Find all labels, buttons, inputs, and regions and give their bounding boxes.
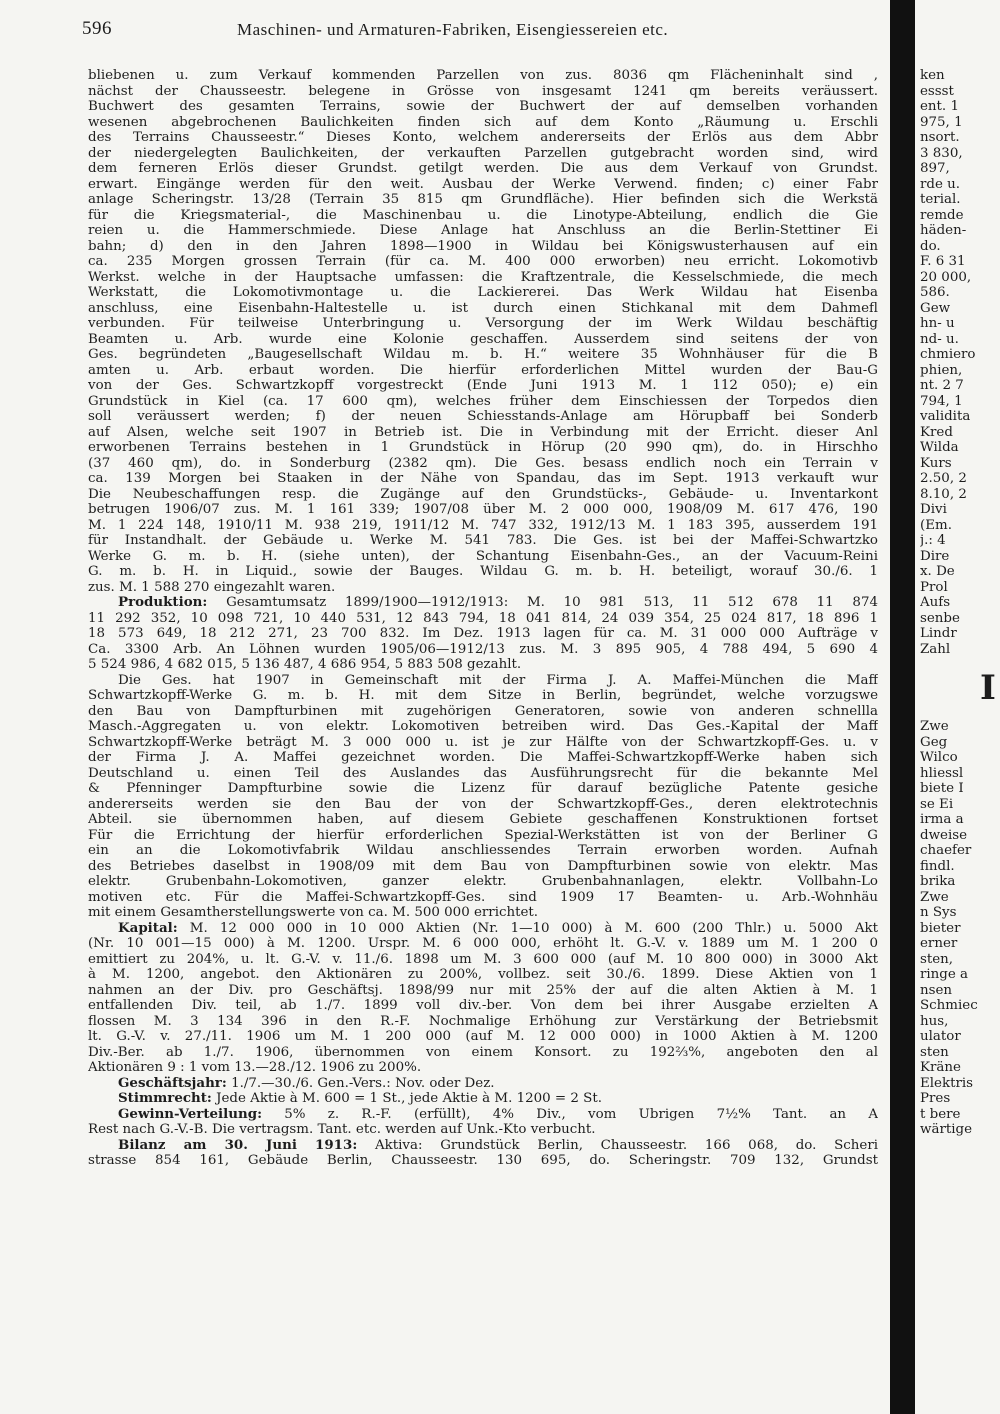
text-line (88, 952, 878, 968)
fragment-line: 8.10, 2 (920, 486, 967, 502)
text-line (88, 797, 878, 813)
line-text: auf Alsen, welche seit 1907 in Betrieb ist. Die in Verbindung mit der Erricht. dieser Anl (88, 424, 878, 440)
text-line (88, 859, 878, 875)
line-text: 5% z. R.-F. (erfüllt), 4% Div., vom Übrigen 7½% Tant. an A (262, 1106, 878, 1122)
line-text: (37 460 qm), do. in Sonderburg (2382 qm). Die Ges. besass endlich noch ein Terrain v (88, 455, 878, 471)
section-heading: Bilanz am 30. Juni 1913: (118, 1137, 358, 1153)
line-text: Gesamtumsatz 1899/1900—1912/1913: M. 10 981 513, 11 512 678 11 874 (207, 595, 878, 610)
fragment-line: biete I (920, 781, 964, 796)
text-line (88, 657, 878, 673)
fragment-line: do. (920, 238, 941, 254)
line-text: Schwartzkopff-Werke G. m. b. H. mit dem Sitze in Berlin, begründet, welche vorzugswe (88, 688, 878, 703)
line-text: mit einem Gesamtherstellungswerte von ca. M. 500 000 errichtet. (88, 905, 539, 920)
text-line (88, 301, 878, 317)
text-line (88, 843, 878, 859)
fragment-line: ringe a (920, 967, 969, 982)
line-text: entfallenden Div. teil, ab 1./7. 1899 voll div.-ber. Von dem bei ihrer Ausgabe erzielten A (88, 998, 878, 1013)
text-line (88, 828, 878, 844)
line-text: Buchwert des gesamten Terrains, sowie der Buchwert der auf demselben vorhanden (88, 99, 878, 114)
text-line (88, 735, 878, 751)
text-line (88, 316, 878, 332)
text-line (88, 254, 878, 270)
text-line (88, 270, 878, 286)
line-text: ca. 235 Morgen grossen Terrain (für ca. M. 400 000 erworben) neu erricht. Lokomotivb (88, 254, 878, 269)
fragment-line: validita (920, 409, 971, 424)
text-line (88, 1014, 878, 1030)
fragment-line: I (980, 668, 996, 708)
page-header (82, 18, 902, 48)
line-text: dem ferneren Erlös dieser Grundst. getilgt werden. Die aus dem Verkauf von Grundst. (88, 161, 878, 176)
fragment-line: nd- u. (920, 331, 959, 347)
text-line (88, 440, 878, 456)
text-line (88, 874, 878, 890)
fragment-line: Schmiec (920, 998, 978, 1013)
line-text: anlage Scheringstr. 13/28 (Terrain 35 815 qm Grundfläche). Hier befinden sich die Werkstä (88, 192, 878, 207)
text-line (88, 1091, 878, 1107)
line-text: motiven etc. Für die Maffei-Schwartzkopff-Ges. sind 1909 17 Beamten- u. Arb.-Wohnhäu (88, 889, 878, 905)
line-text: des Terrains Chausseestr.“ Dieses Konto, welchem andererseits der Erlös aus dem Abbr (88, 130, 878, 145)
text-line (88, 1138, 878, 1154)
line-text: von der Ges. Schwartzkopff vorgestreckt (Ende Juni 1913 M. 1 112 050); e) ein (88, 378, 878, 393)
text-line (88, 378, 878, 394)
line-text: strasse 854 161, Gebäude Berlin, Chausseestr. 130 695, do. Scheringstr. 709 132, Grundst (88, 1153, 878, 1168)
line-text: ein an die Lokomotivfabrik Wildau anschliessendes Terrain erworben worden. Aufnah (88, 843, 878, 858)
text-line (88, 704, 878, 720)
line-text: Ca. 3300 Arb. An Löhnen wurden 1905/06—1912/13 zus. M. 3 895 905, 4 788 494, 5 690 4 (88, 641, 878, 657)
text-line (88, 642, 878, 658)
fragment-line: 2.50, 2 (920, 471, 967, 486)
text-line (88, 1107, 878, 1123)
text-line (88, 781, 878, 797)
text-line (88, 1029, 878, 1045)
text-line (88, 518, 878, 534)
line-text: reien u. die Hammerschmiede. Diese Anlage hat Anschluss an die Berlin-Stettiner Ei (88, 223, 878, 238)
adjacent-page-text-column (920, 68, 1000, 1402)
text-line (88, 84, 878, 100)
text-line (88, 983, 878, 999)
text-line (88, 533, 878, 549)
fragment-line: ulator (920, 1029, 961, 1044)
fragment-line: 794, 1 (920, 393, 963, 409)
text-line (88, 130, 878, 146)
fragment-line: Pres (920, 1091, 951, 1106)
line-text: der Firma J. A. Maffei gezeichnet worden. Die Maffei-Schwartzkopff-Werke haben sich (88, 750, 878, 765)
fragment-line: wärtige (920, 1122, 973, 1137)
line-text: Schwartzkopff-Werke beträgt M. 3 000 000 u. ist je zur Hälfte von der Schwartzkopff-Ges. u. v (88, 734, 878, 750)
fragment-line: findl. (920, 858, 955, 874)
text-line (88, 177, 878, 193)
section-heading: Gewinn-Verteilung: (118, 1106, 263, 1122)
line-text: (Nr. 10 001—15 000) à M. 1200. Urspr. M. 6 000 000, erhöht lt. G.-V. v. 1889 um M. 1 200 0 (88, 936, 878, 951)
fragment-line: Divi (920, 502, 947, 517)
line-text: wesenen abgebrochenen Baulichkeiten finden sich auf dem Konto „Räumung u. Erschli (88, 114, 878, 130)
text-line (88, 146, 878, 162)
line-text: Aktiva: Grundstück Berlin, Chausseestr. 166 068, do. Scheri (357, 1137, 878, 1153)
fragment-line: F. 6 31 (920, 254, 966, 269)
line-text: verbunden. Für teilweise Unterbringung u. Versorgung der im Werk Wildau beschäftig (88, 316, 878, 331)
fragment-line: Wilda (920, 440, 959, 455)
text-line (88, 890, 878, 906)
line-text: Rest nach G.-V.-B. Die vertragsm. Tant. etc. werden auf Unk.-Kto verbucht. (88, 1122, 596, 1137)
fragment-line: 975, 1 (920, 114, 963, 130)
fragment-line: erner (920, 936, 958, 951)
line-text: à M. 1200, angebot. den Aktionären zu 200%, vollbez. seit 30./6. 1899. Diese Aktien von 1 (88, 967, 878, 982)
fragment-line: chmiero (920, 347, 976, 362)
text-line (88, 812, 878, 828)
fragment-line: (Em. (920, 517, 952, 533)
fragment-line: hus, (920, 1013, 949, 1029)
line-text: amten u. Arb. erbaut worden. Die hierfür erforderlichen Mittel wurden der Bau-G (88, 362, 878, 378)
fragment-line: hliessl (920, 765, 964, 781)
line-text: Abteil. sie übernommen haben, auf diesem Gebiete geschaffenen Konstruktionen fortset (88, 812, 878, 827)
text-line (88, 363, 878, 379)
line-text: des Betriebes daselbst in 1908/09 mit dem Bau von Dampfturbinen sowie von elektr. Mas (88, 858, 878, 874)
fragment-line: Kräne (920, 1060, 961, 1075)
fragment-line: sten (920, 1044, 949, 1060)
text-line (88, 471, 878, 487)
fragment-line: brika (920, 874, 956, 889)
line-text: bliebenen u. zum Verkauf kommenden Parzellen von zus. 8036 qm Flächeninhalt sind , (88, 68, 878, 83)
fragment-line: Lindr (920, 626, 957, 641)
fragment-line: hn- u (920, 316, 955, 331)
fragment-line: Aufs (920, 595, 951, 610)
text-line (88, 425, 878, 441)
fragment-line: Prol (920, 579, 948, 595)
line-text: ca. 139 Morgen bei Staaken in der Nähe von Spandau, das im Sept. 1913 verkauft wur (88, 471, 878, 486)
line-text: Aktionären 9 : 1 vom 13.—28./12. 1906 zu 200%. (88, 1060, 422, 1075)
line-text: Grundstück in Kiel (ca. 17 600 qm), welches früher dem Einschiessen der Torpedos dien (88, 393, 878, 409)
text-line (88, 611, 878, 627)
text-line (88, 192, 878, 208)
text-line (88, 564, 878, 580)
running-title: Maschinen- und Armaturen-Fabriken, Eisengiessereien etc. (237, 20, 669, 39)
fragment-line: senbe (920, 610, 960, 626)
text-line (88, 1122, 878, 1138)
line-text: für Instandhalt. der Gebäude u. Werke M. 541 783. Die Ges. ist bei der Maffei-Schwartzko (88, 533, 878, 548)
fragment-line: nsen (920, 982, 953, 998)
text-line (88, 487, 878, 503)
line-text: Jede Aktie à M. 600 = 1 St., jede Aktie à M. 1200 = 2 St. (211, 1091, 602, 1106)
line-text: nächst der Chausseestr. belegene in Grösse von insgesamt 1241 qm bereits veräussert. (88, 83, 878, 99)
text-line (88, 394, 878, 410)
line-text: Masch.-Aggregaten u. von elektr. Lokomotiven betreiben wird. Das Ges.-Kapital der Maff (88, 719, 878, 734)
fragment-line: se Ei (920, 796, 954, 812)
fragment-line: Wilco (920, 750, 958, 765)
text-line (88, 1060, 878, 1076)
line-text: 18 573 649, 18 212 271, 23 700 832. Im Dez. 1913 lagen für ca. M. 31 000 000 Aufträge v (88, 626, 878, 641)
line-text: Werkstatt, die Lokomotivmontage u. die Lackiererei. Das Werk Wildau hat Eisenba (88, 285, 878, 300)
fragment-line: Zahl (920, 641, 951, 657)
line-text: 11 292 352, 10 098 721, 10 440 531, 12 843 794, 18 041 814, 24 039 354, 25 024 817, 18 896 1 (88, 610, 878, 626)
fragment-line: ken (920, 68, 945, 83)
fragment-line: sten, (920, 951, 954, 967)
line-text: M. 1 224 148, 1910/11 M. 938 219, 1911/12 M. 747 332, 1912/13 M. 1 183 395, ausserdem 191 (88, 517, 878, 533)
line-text: Div.-Ber. ab 1./7. 1906, übernommen von einem Konsort. zu 192⅔%, angeboten den al (88, 1044, 878, 1060)
fragment-line: Gew (920, 300, 951, 316)
text-line (88, 347, 878, 363)
fragment-line: phien, (920, 362, 963, 378)
line-text: Werkst. welche in der Hauptsache umfassen: die Kraftzentrale, die Kesselschmiede, die mech (88, 269, 878, 285)
section-heading: Stimmrecht: (118, 1091, 212, 1106)
fragment-line: irma a (920, 812, 964, 827)
line-text: Die Neubeschaffungen resp. die Zugänge auf den Grundstücks-, Gebäude- u. Inventarkont (88, 486, 878, 502)
fragment-line: 586. (920, 285, 950, 300)
line-text: Beamten u. Arb. wurde eine Kolonie geschaffen. Ausserdem sind seitens der von (88, 331, 878, 347)
fragment-line: j.: 4 (920, 533, 946, 548)
line-text: bahn; d) den in den Jahren 1898—1900 in Wildau bei Königswusterhausen auf ein (88, 238, 878, 254)
line-text: den Bau von Dampfturbinen mit zugehörigen Generatoren, sowie von anderen schnellla (88, 703, 878, 719)
line-text: Für die Errichtung der hierfür erforderlichen Spezial-Werkstätten ist von der Berliner G (88, 827, 878, 843)
text-line (88, 936, 878, 952)
line-text: soll veräussert werden; f) der neuen Schiesstands-Anlage am Hörupbaff bei Sonderb (88, 409, 878, 424)
text-line (88, 161, 878, 177)
text-line (88, 115, 878, 131)
fragment-line: Elektris (920, 1075, 974, 1091)
text-line (88, 68, 878, 84)
line-text: betrugen 1906/07 zus. M. 1 161 339; 1907/08 über M. 2 000 000, 1908/09 M. 617 476, 190 (88, 502, 878, 517)
line-text: 1./7.—30./6. Gen.-Vers.: Nov. oder Dez. (226, 1075, 495, 1091)
text-line (88, 967, 878, 983)
main-text-column (88, 68, 878, 1402)
fragment-line: essst (920, 83, 954, 99)
text-line (88, 580, 878, 596)
line-text: & Pfenninger Dampfturbine sowie die Lizenz für darauf bezügliche Patente gesiche (88, 781, 878, 796)
text-line (88, 208, 878, 224)
fragment-line: x. De (920, 564, 955, 579)
line-text: 5 524 986, 4 682 015, 5 136 487, 4 686 954, 5 883 508 gezahlt. (88, 657, 522, 672)
fragment-line: terial. (920, 192, 961, 207)
text-line (88, 905, 878, 921)
line-text: für die Kriegsmaterial-, die Maschinenbau u. die Linotype-Abteilung, endlich die Gie (88, 207, 878, 223)
fragment-line: bieter (920, 920, 961, 936)
fragment-line: Kred (920, 424, 953, 440)
line-text: Die Ges. hat 1907 in Gemeinschaft mit der Firma J. A. Maffei-München die Maff (118, 672, 878, 688)
fragment-line: chaefer (920, 843, 972, 858)
text-line (88, 626, 878, 642)
section-heading: Geschäftsjahr: (118, 1075, 227, 1091)
section-heading: Produktion: (118, 595, 208, 610)
text-line (88, 688, 878, 704)
text-line (88, 409, 878, 425)
line-text: Werke G. m. b. H. (siehe unten), der Schantung Eisenbahn-Ges., an der Vacuum-Reini (88, 548, 878, 564)
text-line (88, 239, 878, 255)
text-line (88, 719, 878, 735)
text-line (88, 549, 878, 565)
text-line (88, 99, 878, 115)
fragment-line: n Sys (920, 905, 957, 920)
text-line (88, 921, 878, 937)
fragment-line: dweise (920, 827, 968, 843)
fragment-line: t bere (920, 1106, 961, 1122)
fragment-line: nsort. (920, 130, 960, 145)
line-text: zus. M. 1 588 270 eingezahlt waren. (88, 579, 336, 595)
fragment-line: häden- (920, 223, 967, 238)
text-line (88, 998, 878, 1014)
line-text: nahmen an der Div. pro Geschäftsj. 1898/99 nur mit 25% der auf die alten Aktien à M. 1 (88, 982, 878, 998)
fragment-line: 897, (920, 161, 950, 176)
section-heading: Kapital: (118, 920, 178, 936)
line-text: lt. G.-V. v. 27./11. 1906 um M. 1 200 000 (auf M. 12 000 000) in 1000 Aktien à M. 1200 (88, 1029, 878, 1044)
fragment-line: rde u. (920, 176, 961, 192)
line-text: anschluss, eine Eisenbahn-Haltestelle u. ist durch einen Stichkanal mit dem Dahmefl (88, 300, 878, 316)
text-line (88, 1153, 878, 1169)
text-line (88, 1045, 878, 1061)
text-line (88, 456, 878, 472)
text-line (88, 223, 878, 239)
fragment-line: Dire (920, 548, 950, 564)
fragment-line: remde (920, 207, 964, 223)
fragment-line: ent. 1 (920, 99, 959, 114)
page-number: 596 (82, 18, 112, 39)
fragment-line: Geg (920, 734, 948, 750)
fragment-line: Zwe (920, 719, 949, 734)
line-text: Ges. begründeten „Baugesellschaft Wildau m. b. H.“ weitere 35 Wohnhäuser für die B (88, 347, 878, 362)
line-text: erworbenen Terrains bestehen in 1 Grundstück in Hörup (20 990 qm), do. in Hirschho (88, 440, 878, 455)
line-text: G. m. b. H. in Liquid., sowie der Bauges. Wildau G. m. b. H. beteiligt, worauf 30./6. 1 (88, 564, 878, 579)
line-text: der niedergelegten Baulichkeiten, der verkauften Parzellen gutgebracht worden sind, wird (88, 145, 878, 161)
line-text: Deutschland u. einen Teil des Auslandes das Ausführungsrecht für die bekannte Mel (88, 765, 878, 781)
text-line (88, 332, 878, 348)
text-line (88, 285, 878, 301)
text-line (88, 673, 878, 689)
fragment-line: Zwe (920, 889, 949, 905)
line-text: M. 12 000 000 in 10 000 Aktien (Nr. 1—10 000) à M. 600 (200 Thlr.) u. 5000 Akt (177, 920, 878, 936)
fragment-line: nt. 2 7 (920, 378, 964, 393)
text-line (88, 595, 878, 611)
line-text: andererseits werden sie den Bau der von der Schwartzkopff-Ges., deren elektrotechnis (88, 796, 878, 812)
text-line (88, 502, 878, 518)
page-gutter-shadow (890, 0, 915, 1414)
line-text: emittiert zu 204%, u. lt. G.-V. v. 11./6. 1898 um M. 3 600 000 (auf M. 10 800 000) in 3000 Akt (88, 951, 878, 967)
line-text: elektr. Grubenbahn-Lokomotiven, ganzer elektr. Grubenbahnanlagen, elektr. Vollbahn-Lo (88, 874, 878, 889)
text-line (88, 766, 878, 782)
line-text: erwart. Eingänge werden für den weit. Ausbau der Werke Verwend. finden; c) einer Fabr (88, 176, 878, 192)
text-line (88, 750, 878, 766)
fragment-line: 20 000, (920, 269, 972, 285)
line-text: flossen M. 3 134 396 in den R.-F. Nochmalige Erhöhung zur Verstärkung der Betriebsmit (88, 1013, 878, 1029)
fragment-line: 3 830, (920, 145, 963, 161)
fragment-line: Kurs (920, 455, 952, 471)
text-line (88, 1076, 878, 1092)
